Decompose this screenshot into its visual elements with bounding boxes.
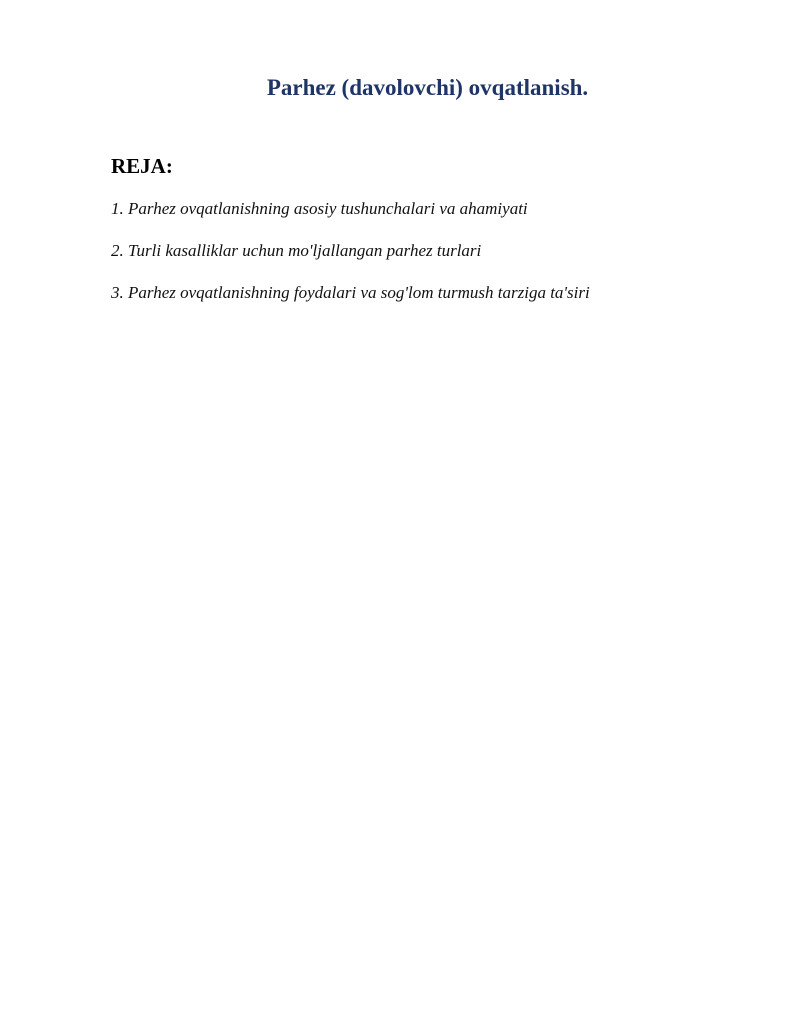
plan-list bbox=[111, 198, 771, 324]
plan-item-1: 1. Parhez ovqatlanishning asosiy tushunchalari va ahamiyati bbox=[111, 199, 528, 218]
plan-item-2: 2. Turli kasalliklar uchun mo'ljallangan parhez turlari bbox=[111, 241, 482, 260]
document-title: Parhez (davolovchi) ovqatlanish. bbox=[266, 75, 589, 100]
plan-item-3: 3. Parhez ovqatlanishning foydalari va sog'lom turmush tarziga ta'siri bbox=[111, 283, 590, 302]
plan-heading: REJA: bbox=[111, 154, 173, 178]
